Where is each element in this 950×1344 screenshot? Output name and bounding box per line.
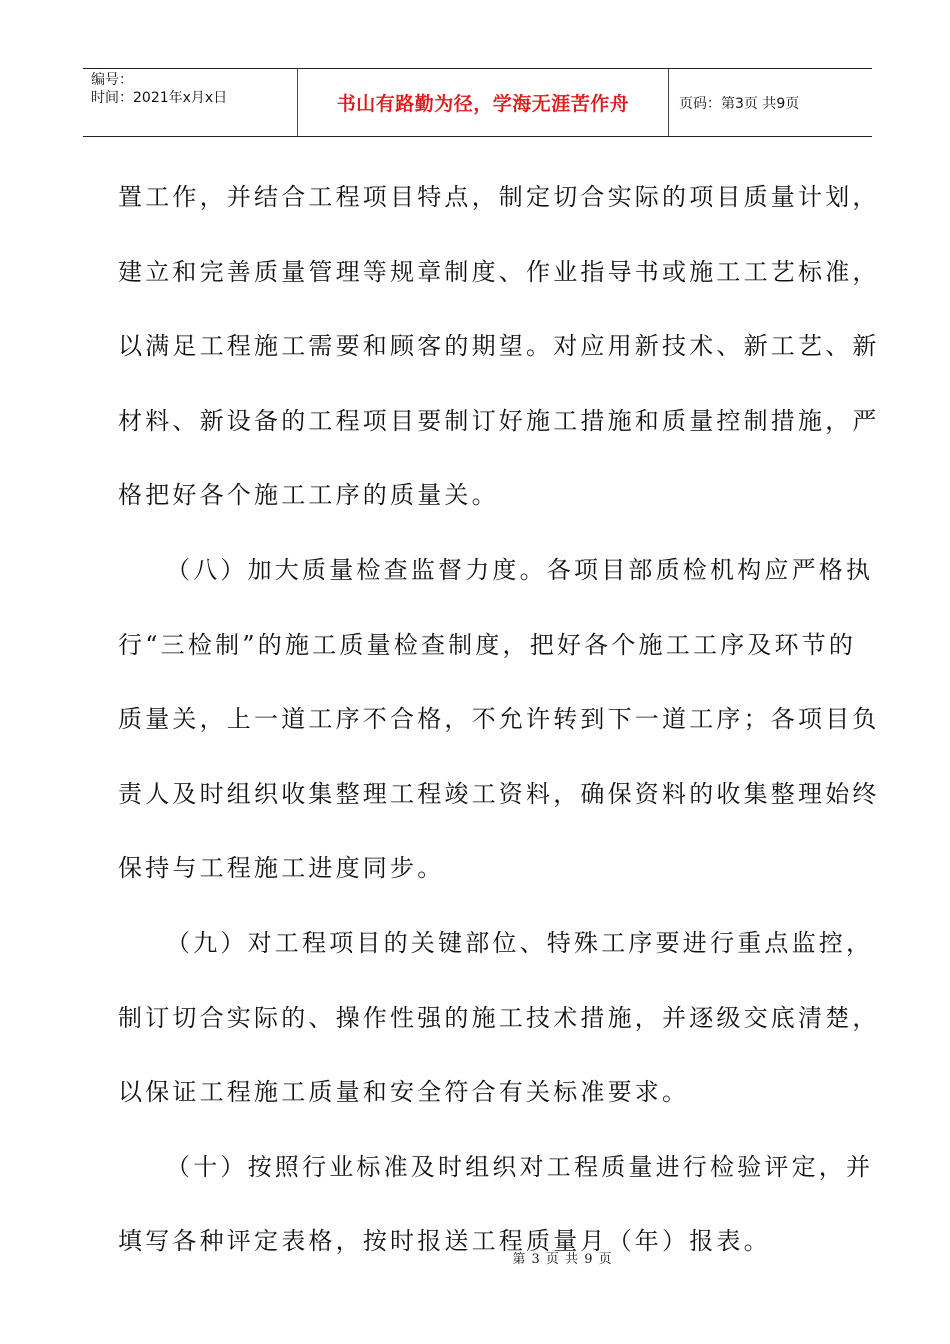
body-line: 以保证工程施工质量和安全符合有关标准要求。 (118, 1078, 690, 1107)
body-line: 以满足工程施工需要和顾客的期望。对应用新技术、新工艺、新 (118, 332, 880, 361)
body-line: 保持与工程施工进度同步。 (118, 854, 445, 883)
body-line: （九）对工程项目的关键部位、特殊工序要进行重点监控， (166, 928, 874, 957)
header-meta-cell (83, 69, 298, 136)
body-line: 填写各种评定表格，按时报送工程质量月（年）报表。 (118, 1227, 771, 1256)
footer-page-number: 第 3 页 共 9 页 (512, 1252, 613, 1267)
body-line: 建立和完善质量管理等规章制度、作业指导书或施工工艺标准， (118, 257, 880, 286)
body-line: 责人及时组织收集整理工程竣工资料，确保资料的收集整理始终 (118, 779, 880, 808)
header-page-info: 页码：第3页 共9页 (679, 95, 800, 112)
body-line: 质量关，上一道工序不合格，不允许转到下一道工序；各项目负 (118, 705, 880, 734)
document-body (118, 160, 880, 1279)
time-label: 时间：2021年x月x日 (91, 90, 228, 106)
number-label: 编号： (91, 72, 133, 88)
body-line: 格把好各个施工工序的质量关。 (118, 481, 499, 510)
body-line: 制订切合实际的、操作性强的施工技术措施，并逐级交底清楚， (118, 1003, 880, 1032)
body-line: （八）加大质量检查监督力度。各项目部质检机构应严格执 (166, 555, 874, 584)
body-line: 行“三检制”的施工质量检查制度，把好各个施工工序及环节的 (118, 630, 857, 659)
document-header (83, 68, 872, 137)
body-line: （十）按照行业标准及时组织对工程质量进行检验评定，并 (166, 1152, 874, 1181)
page-footer (0, 1248, 950, 1267)
header-motto: 书山有路勤为径，学海无涯苦作舟 (298, 69, 669, 136)
body-line: 置工作，并结合工程项目特点，制定切合实际的项目质量计划， (118, 183, 880, 211)
body-line: 材料、新设备的工程项目要制订好施工措施和质量控制措施，严 (118, 406, 880, 435)
